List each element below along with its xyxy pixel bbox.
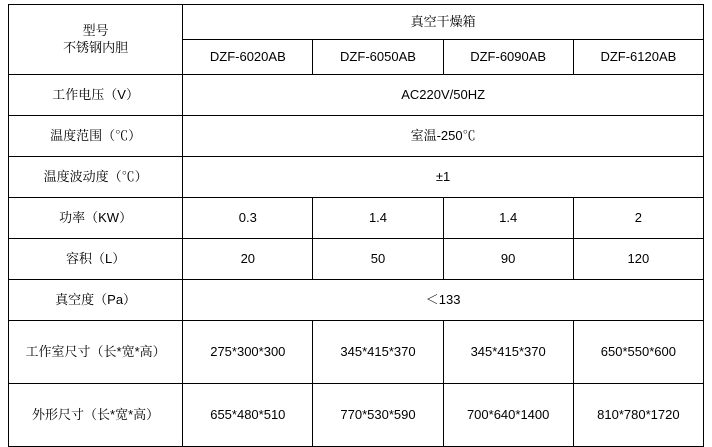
row-label: 功率（KW） <box>9 198 183 239</box>
row-value: 770*530*590 <box>313 384 443 447</box>
row-value: 0.3 <box>183 198 313 239</box>
row-label: 温度范围（℃） <box>9 116 183 157</box>
row-value-merged: 室温-250℃ <box>183 116 704 157</box>
row-label: 外形尺寸（长*宽*高） <box>9 384 183 447</box>
row-value: 345*415*370 <box>313 321 443 384</box>
table-body <box>9 5 704 447</box>
row-value: 345*415*370 <box>443 321 573 384</box>
row-label: 真空度（Pa） <box>9 280 183 321</box>
header-label-cell <box>9 5 183 75</box>
header-label-line2: 不锈钢内胆 <box>63 39 129 55</box>
row-value: 120 <box>573 239 703 280</box>
row-value: 2 <box>573 198 703 239</box>
row-label: 工作室尺寸（长*宽*高） <box>9 321 183 384</box>
row-value: 90 <box>443 239 573 280</box>
row-value: 1.4 <box>313 198 443 239</box>
row-value-merged: ＜133 <box>183 280 704 321</box>
table-row <box>9 239 704 280</box>
row-label: 工作电压（V） <box>9 75 183 116</box>
table-row <box>9 384 704 447</box>
row-label: 容积（L） <box>9 239 183 280</box>
row-value: 810*780*1720 <box>573 384 703 447</box>
row-value-merged: AC220V/50HZ <box>183 75 704 116</box>
model-header-2: DZF-6050AB <box>313 40 443 75</box>
specification-table <box>8 4 704 447</box>
model-header-3: DZF-6090AB <box>443 40 573 75</box>
row-value: 275*300*300 <box>183 321 313 384</box>
row-label: 温度波动度（℃） <box>9 157 183 198</box>
table-header-row-1 <box>9 5 704 40</box>
row-value: 650*550*600 <box>573 321 703 384</box>
row-value: 50 <box>313 239 443 280</box>
row-value: 700*640*1400 <box>443 384 573 447</box>
table-row <box>9 321 704 384</box>
row-value: 20 <box>183 239 313 280</box>
table-row <box>9 116 704 157</box>
table-row <box>9 157 704 198</box>
product-group-title: 真空干燥箱 <box>183 5 704 40</box>
table-row <box>9 280 704 321</box>
table-row <box>9 198 704 239</box>
row-value: 1.4 <box>443 198 573 239</box>
row-value: 655*480*510 <box>183 384 313 447</box>
table-row <box>9 75 704 116</box>
model-header-4: DZF-6120AB <box>573 40 703 75</box>
header-label-line1: 型号 <box>82 22 109 38</box>
model-header-1: DZF-6020AB <box>183 40 313 75</box>
row-value-merged: ±1 <box>183 157 704 198</box>
